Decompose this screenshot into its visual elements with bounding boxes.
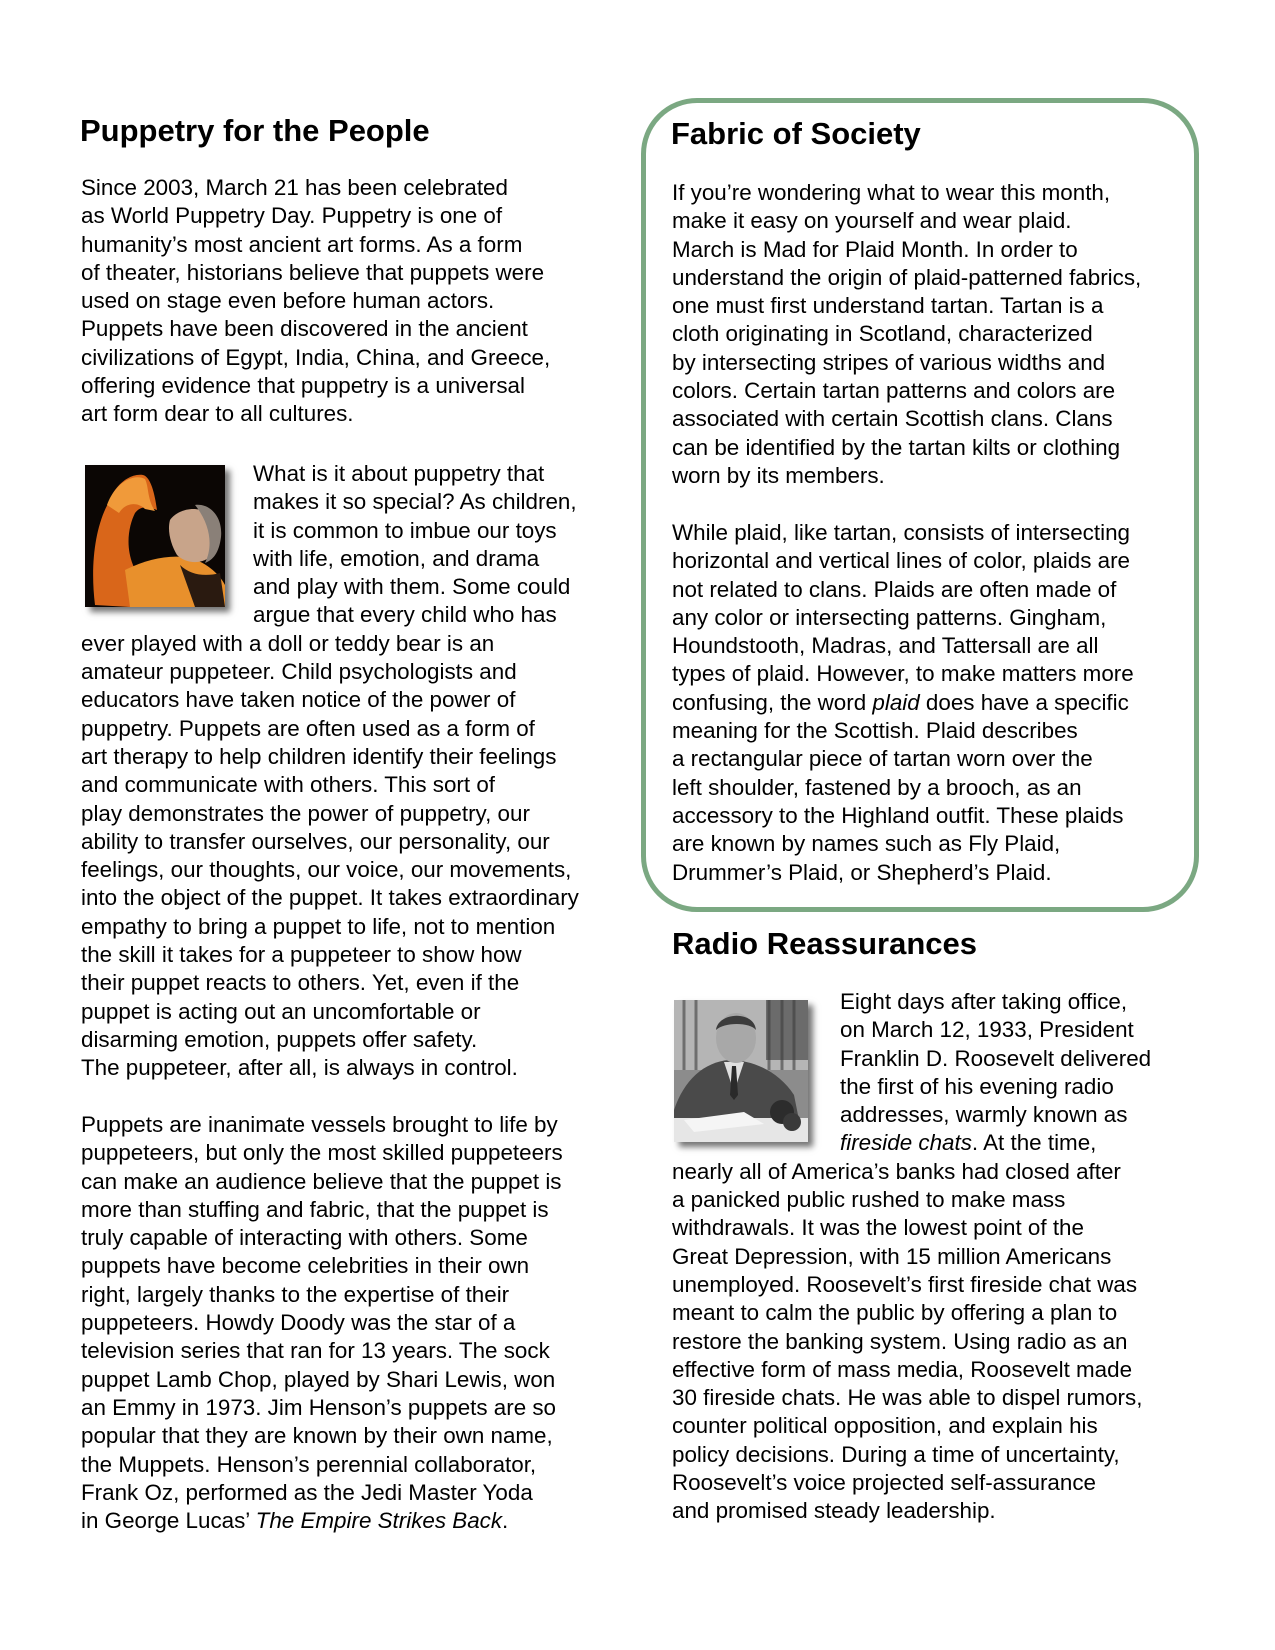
text-line: feelings, our thoughts, our voice, our movements,	[81, 857, 572, 883]
radio-italic-line: fireside chats. At the time,	[840, 1130, 1097, 1156]
text-line: policy decisions. During a time of uncertainty,	[672, 1441, 1120, 1467]
text-line: can be identified by the tartan kilts or clothing	[672, 434, 1121, 460]
text-line: Houndstooth, Madras, and Tattersall are all	[672, 633, 1099, 659]
text-line: puppetry. Puppets are often used as a form of	[81, 715, 535, 741]
text-line: any color or intersecting patterns. Gingham,	[672, 604, 1107, 630]
puppetry-paragraph-2	[81, 460, 579, 1083]
text-line: by intersecting stripes of various widths and	[672, 349, 1106, 375]
text-line: addresses, warmly known as	[840, 1102, 1128, 1128]
text-line: can make an audience believe that the puppet is	[81, 1168, 562, 1194]
text-line: the skill it takes for a puppeteer to show how	[81, 942, 522, 968]
text-line: Eight days after taking office,	[840, 989, 1128, 1014]
text-line: offering evidence that puppetry is a universal	[81, 373, 525, 399]
text-line: one must first understand tartan. Tartan is a	[672, 293, 1104, 319]
text-line: Roosevelt’s voice projected self-assurance	[672, 1470, 1096, 1496]
text-line: disarming emotion, puppets offer safety.	[81, 1026, 478, 1052]
text-line: Great Depression, with 15 million Americans	[672, 1243, 1112, 1269]
text-line: restore the banking system. Using radio as an	[672, 1328, 1128, 1354]
text-line: a rectangular piece of tartan worn over the	[672, 746, 1093, 772]
text-line: with life, emotion, and drama	[253, 545, 540, 571]
text-line: cloth originating in Scotland, characterized	[672, 321, 1093, 347]
text-line: Puppets are inanimate vessels brought to life by	[81, 1112, 558, 1137]
text-line: make it easy on yourself and wear plaid.	[672, 208, 1072, 234]
article-title-radio: Radio Reassurances	[672, 926, 977, 961]
text-line: the first of his evening radio	[840, 1073, 1114, 1099]
text-line: types of plaid. However, to make matters more	[672, 661, 1134, 687]
article-title-fabric: Fabric of Society	[671, 116, 921, 151]
text-line: Franklin D. Roosevelt delivered	[840, 1045, 1152, 1071]
text-line: the Muppets. Henson’s perennial collaborator,	[81, 1451, 537, 1477]
text-line: puppet is acting out an uncomfortable or	[81, 998, 481, 1024]
text-line: on March 12, 1933, President	[840, 1017, 1134, 1043]
text-line: and communicate with others. This sort of	[81, 772, 495, 798]
film-title: The Empire Strikes Back	[255, 1508, 503, 1534]
text-line: ability to transfer ourselves, our personality, our	[81, 828, 550, 854]
text-line: ever played with a doll or teddy bear is an	[81, 630, 495, 656]
text-line: their puppet reacts to others. Yet, even if the	[81, 970, 520, 996]
text-line: What is it about puppetry that	[253, 461, 545, 486]
text-line: Since 2003, March 21 has been celebrated	[81, 175, 508, 200]
puppetry-paragraph-3	[81, 1111, 563, 1535]
text-line: and promised steady leadership.	[672, 1498, 996, 1524]
fireside-chats-italic: fireside chats	[840, 1130, 972, 1156]
text-line: play demonstrates the power of puppetry, our	[81, 800, 530, 826]
text-line: humanity’s most ancient art forms. As a form	[81, 231, 523, 257]
text-line: as World Puppetry Day. Puppetry is one of	[81, 203, 503, 229]
text-line: Puppets have been discovered in the ancient	[81, 316, 528, 342]
text-line: The puppeteer, after all, is always in control.	[81, 1055, 518, 1081]
text-line: unemployed. Roosevelt’s first fireside chat was	[672, 1271, 1138, 1297]
text-line: into the object of the puppet. It takes extraordinary	[81, 885, 579, 911]
text-line: art form dear to all cultures.	[81, 401, 354, 427]
text-line: art therapy to help children identify their feelings	[81, 743, 557, 769]
text-line: March is Mad for Plaid Month. In order to	[672, 236, 1078, 262]
text-line: empathy to bring a puppet to life, not to mention	[81, 913, 556, 939]
fabric-paragraph-1	[672, 179, 1141, 490]
text-line: more than stuffing and fabric, that the puppet is	[81, 1196, 549, 1222]
text-line: meaning for the Scottish. Plaid describes	[672, 718, 1078, 744]
text-line: amateur puppeteer. Child psychologists and	[81, 659, 517, 685]
text-line: popular that they are known by their own name,	[81, 1423, 553, 1449]
article-title-puppetry: Puppetry for the People	[80, 113, 430, 148]
text-line: it is common to imbue our toys	[253, 517, 557, 543]
puppetry-last-line: in George Lucas’ The Empire Strikes Back.	[81, 1508, 509, 1534]
text-line: truly capable of interacting with others. Some	[81, 1225, 528, 1251]
text-line: used on stage even before human actors.	[81, 288, 495, 314]
text-line: colors. Certain tartan patterns and colors are	[672, 378, 1116, 404]
puppetry-paragraph-1	[81, 174, 550, 429]
text-line: left shoulder, fastened by a brooch, as an	[672, 774, 1082, 800]
text-line: not related to clans. Plaids are often made of	[672, 576, 1117, 602]
text-line: civilizations of Egypt, India, China, and Greece,	[81, 344, 551, 370]
text-line: horizontal and vertical lines of color, plaids are	[672, 548, 1131, 574]
text-line: educators have taken notice of the power of	[81, 687, 516, 713]
text-line: accessory to the Highland outfit. These plaids	[672, 802, 1124, 828]
text-line: associated with certain Scottish clans. Clans	[672, 406, 1113, 432]
fabric-italic-line: confusing, the word plaid does have a specific	[672, 689, 1129, 715]
text-line: are known by names such as Fly Plaid,	[672, 831, 1061, 857]
text-line: effective form of mass media, Roosevelt made	[672, 1356, 1133, 1382]
text-line: counter political opposition, and explain his	[672, 1413, 1098, 1439]
text-line: puppeteers, but only the most skilled puppeteers	[81, 1140, 563, 1166]
text-line: television series that ran for 13 years. The sock	[81, 1338, 550, 1364]
text-line: makes it so special? As children,	[253, 489, 577, 515]
text-line: withdrawals. It was the lowest point of the	[672, 1215, 1084, 1241]
text-line: right, largely thanks to the expertise of their	[81, 1281, 510, 1307]
text-line: an Emmy in 1973. Jim Henson’s puppets are so	[81, 1394, 557, 1420]
text-line: puppets have become celebrities in their own	[81, 1253, 530, 1279]
radio-paragraph	[672, 988, 1151, 1526]
plaid-italic: plaid	[872, 689, 920, 715]
fabric-paragraph-2	[672, 519, 1134, 887]
text-line: worn by its members.	[672, 462, 885, 488]
text-line: Drummer’s Plaid, or Shepherd’s Plaid.	[672, 859, 1052, 885]
text-line: If you’re wondering what to wear this month,	[672, 180, 1111, 205]
text-line: argue that every child who has	[253, 602, 557, 628]
text-line: understand the origin of plaid-patterned fabrics,	[672, 264, 1142, 290]
text-line: meant to calm the public by offering a plan to	[672, 1300, 1118, 1326]
text-line: nearly all of America’s banks had closed after	[672, 1158, 1121, 1184]
text-line: a panicked public rushed to make mass	[672, 1187, 1066, 1213]
text-line: 30 fireside chats. He was able to dispel rumors,	[672, 1385, 1143, 1411]
text-line: puppeteers. Howdy Doody was the star of a	[81, 1310, 516, 1336]
text-line: of theater, historians believe that puppets were	[81, 259, 545, 285]
text-line: Frank Oz, performed as the Jedi Master Yoda	[81, 1479, 533, 1505]
text-line: and play with them. Some could	[253, 574, 571, 600]
text-line: puppet Lamb Chop, played by Shari Lewis, won	[81, 1366, 556, 1392]
text-line: While plaid, like tartan, consists of intersecting	[672, 520, 1130, 545]
